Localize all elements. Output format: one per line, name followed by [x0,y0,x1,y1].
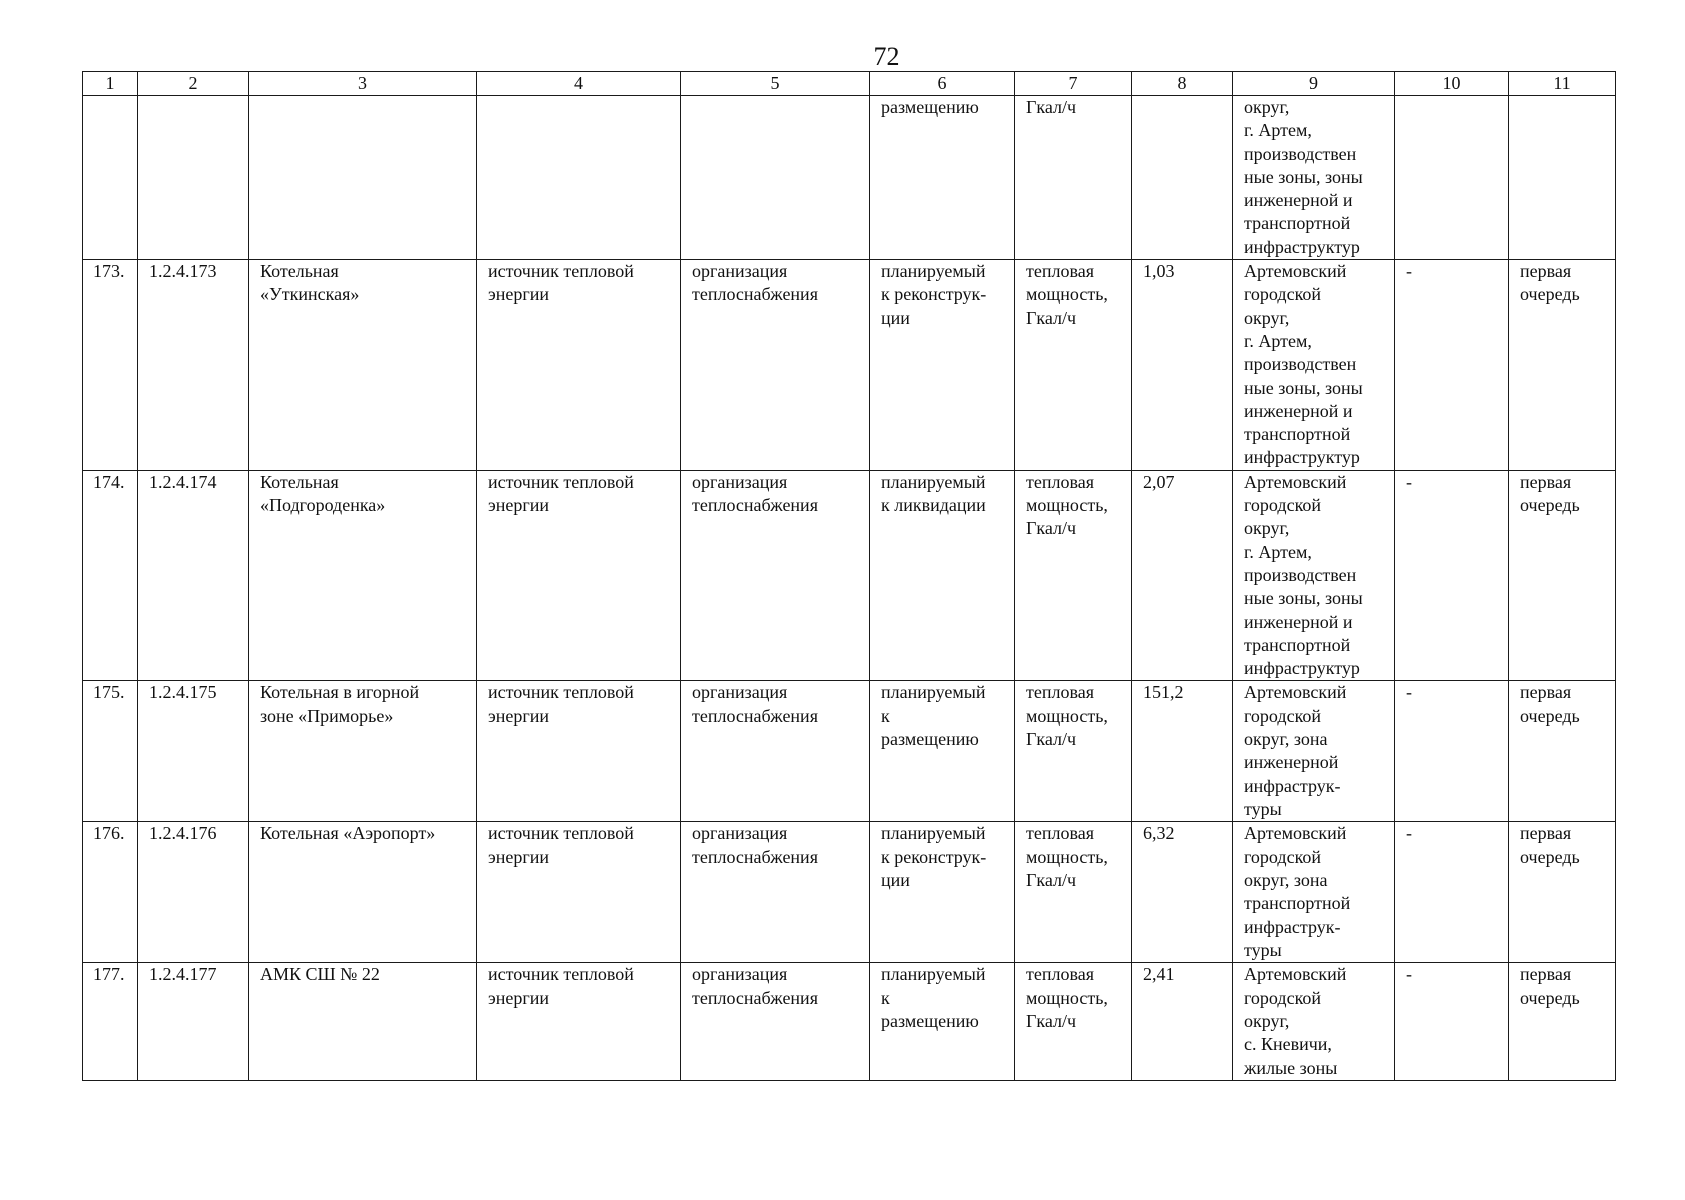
column-header: 7 [1015,72,1132,96]
table-row [83,822,1616,963]
cell-purpose: организация теплоснабжения [681,963,870,1080]
cell-empty [83,96,138,260]
cell-empty [1395,96,1509,260]
cell-name: Котельная «Аэропорт» [249,822,477,963]
cell-number: 175. [83,681,138,822]
cell-status: размещению [870,96,1015,260]
cell-status: планируемый к реконструк- ции [870,822,1015,963]
cell-value: 2,07 [1132,470,1233,681]
cell-number: 174. [83,470,138,681]
cell-empty [138,96,249,260]
column-header: 3 [249,72,477,96]
cell-empty [681,96,870,260]
cell-name: АМК СШ № 22 [249,963,477,1080]
cell-purpose: организация теплоснабжения [681,822,870,963]
cell-empty [1509,96,1616,260]
cell-number: 176. [83,822,138,963]
cell-status: планируемый к размещению [870,681,1015,822]
cell-parameter: Гкал/ч [1015,96,1132,260]
cell-type: источник тепловой энергии [477,470,681,681]
cell-stage: первая очередь [1509,260,1616,471]
column-header: 1 [83,72,138,96]
cell-stage: первая очередь [1509,822,1616,963]
table-row [83,681,1616,822]
cell-zone: - [1395,963,1509,1080]
cell-status: планируемый к размещению [870,963,1015,1080]
table-row [83,963,1616,1080]
cell-location: округ, г. Артем, производствен ные зоны, зоны инженерной и транспортной инфраструктур [1233,96,1395,260]
cell-code: 1.2.4.175 [138,681,249,822]
facilities-table [82,71,1616,1081]
column-header: 6 [870,72,1015,96]
cell-code: 1.2.4.173 [138,260,249,471]
cell-status: планируемый к ликвидации [870,470,1015,681]
column-header: 10 [1395,72,1509,96]
cell-empty [1132,96,1233,260]
cell-purpose: организация теплоснабжения [681,470,870,681]
cell-code: 1.2.4.174 [138,470,249,681]
column-number-row [83,72,1616,96]
cell-location: Артемовский городской округ, зона транспортной инфраструк- туры [1233,822,1395,963]
cell-status: планируемый к реконструк- ции [870,260,1015,471]
cell-parameter: тепловая мощность, Гкал/ч [1015,822,1132,963]
cell-number: 177. [83,963,138,1080]
cell-location: Артемовский городской округ, г. Артем, производствен ные зоны, зоны инженерной и транспортной инфраструктур [1233,260,1395,471]
column-header: 9 [1233,72,1395,96]
cell-zone: - [1395,681,1509,822]
cell-empty [249,96,477,260]
column-header: 2 [138,72,249,96]
cell-purpose: организация теплоснабжения [681,260,870,471]
cell-purpose: организация теплоснабжения [681,681,870,822]
cell-name: Котельная «Подгороденка» [249,470,477,681]
column-header: 11 [1509,72,1616,96]
cell-type: источник тепловой энергии [477,260,681,471]
cell-type: источник тепловой энергии [477,822,681,963]
cell-number: 173. [83,260,138,471]
cell-zone: - [1395,822,1509,963]
continuation-row [83,96,1616,260]
cell-parameter: тепловая мощность, Гкал/ч [1015,470,1132,681]
cell-zone: - [1395,260,1509,471]
cell-location: Артемовский городской округ, г. Артем, производствен ные зоны, зоны инженерной и транспортной инфраструктур [1233,470,1395,681]
cell-type: источник тепловой энергии [477,963,681,1080]
cell-stage: первая очередь [1509,963,1616,1080]
page-number: 72 [873,42,900,71]
cell-parameter: тепловая мощность, Гкал/ч [1015,963,1132,1080]
column-header: 8 [1132,72,1233,96]
cell-value: 2,41 [1132,963,1233,1080]
column-header: 4 [477,72,681,96]
cell-stage: первая очередь [1509,681,1616,822]
cell-empty [477,96,681,260]
column-header: 5 [681,72,870,96]
cell-stage: первая очередь [1509,470,1616,681]
cell-location: Артемовский городской округ, зона инженерной инфраструк- туры [1233,681,1395,822]
cell-value: 1,03 [1132,260,1233,471]
table-row [83,260,1616,471]
cell-code: 1.2.4.176 [138,822,249,963]
cell-parameter: тепловая мощность, Гкал/ч [1015,681,1132,822]
cell-type: источник тепловой энергии [477,681,681,822]
table-row [83,470,1616,681]
cell-parameter: тепловая мощность, Гкал/ч [1015,260,1132,471]
cell-value: 151,2 [1132,681,1233,822]
cell-name: Котельная в игорной зоне «Приморье» [249,681,477,822]
cell-code: 1.2.4.177 [138,963,249,1080]
cell-zone: - [1395,470,1509,681]
cell-location: Артемовский городской округ, с. Кневичи, жилые зоны [1233,963,1395,1080]
cell-value: 6,32 [1132,822,1233,963]
cell-name: Котельная «Уткинская» [249,260,477,471]
